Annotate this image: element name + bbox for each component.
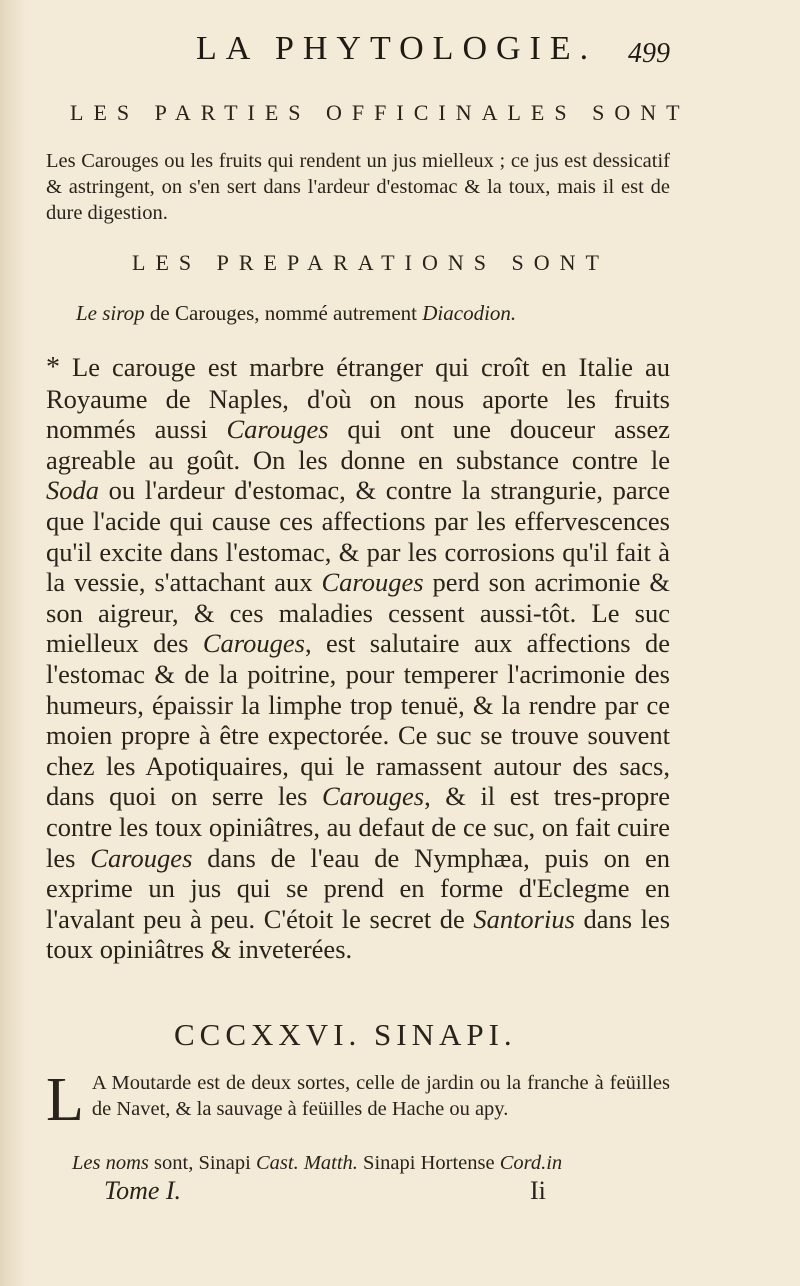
italic-carouges-3: Carouges (202, 628, 305, 659)
section-title-sinapi: CCCXXVI. SINAPI. (174, 1017, 517, 1052)
asterisk-marker: * (46, 352, 60, 383)
main-text-6: , & il est tres-propre contre les toux opiniâtres, au defaut de ce suc, on fait cuire les (46, 781, 670, 873)
main-text-1: Le carouge est marbre étranger qui croît en Italie au Royaume de Naples, d'où on nous aporte les fruits nommés aussi (46, 352, 670, 445)
diacodion-label: Diacodion. (422, 301, 517, 325)
paragraph-parties (46, 148, 670, 226)
names-text-2: Sinapi Hortense (357, 1152, 500, 1174)
names-cordus: Cord.in (499, 1152, 563, 1174)
italic-soda: Soda (46, 475, 99, 506)
italic-carouges-5: Carouges (90, 842, 193, 873)
names-text: sont, Sinapi (148, 1152, 256, 1174)
page-gutter-shadow (0, 0, 26, 1286)
page-header (46, 30, 670, 74)
italic-carouges-1: Carouges (226, 414, 329, 445)
sinapi-names-line (46, 1150, 696, 1176)
italic-carouges-2: Carouges (321, 567, 424, 598)
main-text-2: qui ont une douceur assez agreable au goût. On les donne en substance contre le (46, 414, 670, 475)
main-text-7: dans de l'eau de Nymphæa, puis on en exprime un jus qui se prend en forme d'Eclegme en l'avalant peu à peu. C'étoit le secret de (46, 842, 670, 934)
volume-signature: Tome I. (104, 1176, 182, 1205)
preparations-line (46, 300, 670, 326)
main-text-8: dans les toux opiniâtres & inveterées. (46, 903, 671, 965)
preparations-middle: de Carouges, nommé autrement (144, 301, 423, 325)
main-text-5: , est salutaire aux affections de l'estomac & de la poitrine, pour temperer l'acrimonie des humeurs, épaissir la limphe trop tenuë, & la rendre par ce moien propre à être expectorée. Ce suc se trouve souvent chez les Apotiquaires, qui le ramassent autour des sacs, dans quoi on serre les (46, 628, 670, 812)
running-title: LA PHYTOLOGIE. (196, 30, 598, 67)
main-paragraph (46, 352, 670, 965)
main-text-4: perd son acrimonie & son aigreur, & ces maladies cessent aussi-tôt. Le suc mielleux des (46, 567, 670, 659)
sirop-label: Le sirop (76, 301, 145, 325)
main-text-3: ou l'ardeur d'estomac, & contre la strangurie, parce que l'acide qui cause ces affections par les effervescences qu'il excite dans l'estomac, & par les corrosions qu'il fait à la vessie, s'attachant aux (46, 475, 670, 598)
names-authors: Cast. Matth. (255, 1152, 358, 1174)
page-footer (46, 1176, 670, 1216)
paragraph-parties-text: Les Carouges ou les fruits qui rendent un jus mielleux ; ce jus est dessicatif & astringent, on s'en sert dans l'ardeur d'estomac & la toux, mais il est de dure digestion. (46, 150, 670, 224)
names-label: Les noms (72, 1152, 149, 1174)
page-number: 499 (628, 38, 670, 69)
preparations-text (46, 300, 670, 326)
sinapi-text: A Moutarde est de deux sortes, celle de jardin ou la franche à feüilles de Navet, & la sauvage à feüilles de Hache ou apy. (91, 1072, 670, 1120)
heading-parties-officinales: LES PARTIES OFFICINALES SONT (70, 100, 690, 125)
heading-preparations: LES PREPARATIONS SONT (132, 250, 609, 275)
italic-carouges-4: Carouges (321, 781, 425, 812)
italic-santorius: Santorius (473, 903, 575, 934)
drop-cap-letter: L (46, 1066, 84, 1134)
gathering-signature: Ii (530, 1176, 546, 1205)
sinapi-paragraph (46, 1066, 670, 1134)
